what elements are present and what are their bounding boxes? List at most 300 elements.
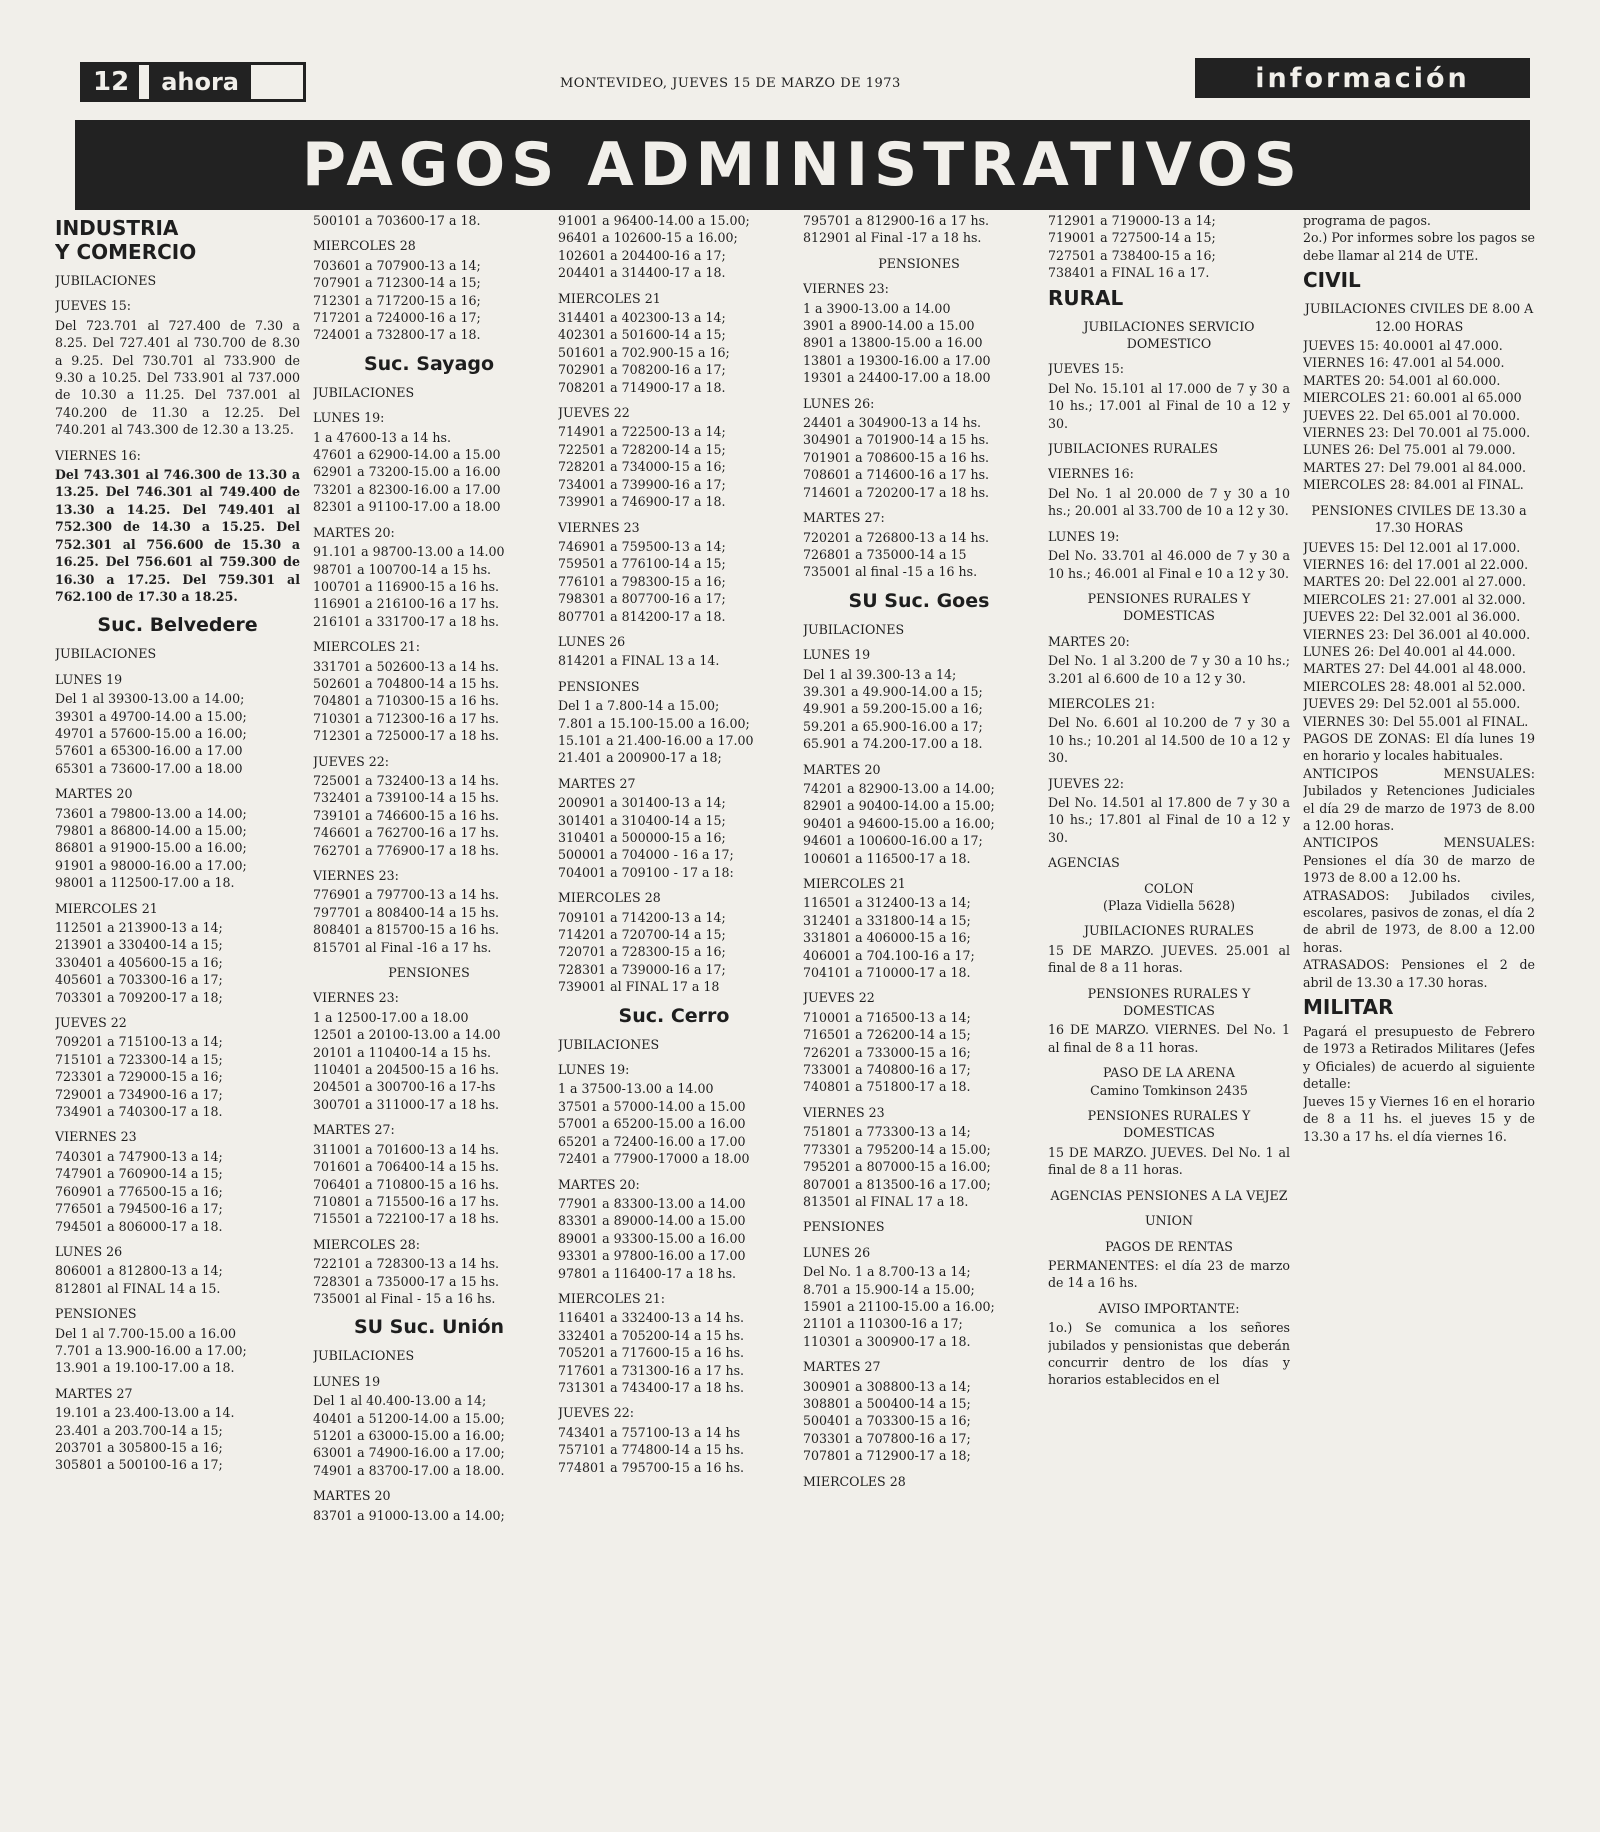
schedule-line: 65201 a 72400-16.00 a 17.00 (558, 1133, 746, 1149)
schedule-label: JUBILACIONES (313, 384, 415, 400)
schedule-label: MARTES 20: (1048, 633, 1130, 649)
schedule-label: LUNES 26 (55, 1243, 123, 1259)
schedule-line: 703601 a 707900-13 a 14; (313, 257, 481, 273)
schedule-line: 739001 al FINAL 17 a 18 (558, 979, 720, 995)
schedule-line: 773301 a 795200-14 a 15.00; (803, 1141, 991, 1157)
schedule-line: 63001 a 74900-16.00 a 17.00; (313, 1445, 505, 1461)
schedule-label: MIERCOLES 28: (313, 1236, 420, 1252)
schedule-label: VIERNES 23 (803, 1104, 885, 1120)
schedule-line: 13801 a 19300-16.00 a 17.00 (803, 352, 991, 368)
schedule-label: PENSIONES RURALES Y DOMESTICAS (1087, 985, 1251, 1019)
schedule-line: 49701 a 57600-15.00 a 16.00; (55, 725, 247, 741)
schedule-label: JUEVES 22: (313, 753, 390, 769)
schedule-line: 112501 a 213900-13 a 14; (55, 920, 223, 935)
schedule-label: LUNES 19 (55, 671, 123, 687)
schedule-line: 74201 a 82900-13.00 a 14.00; (803, 780, 995, 796)
schedule-line: 762701 a 776900-17 a 18 hs. (313, 842, 500, 858)
schedule-line: 300701 a 311000-17 a 18 hs. (313, 1096, 500, 1112)
schedule-line: 807701 a 814200-17 a 18. (558, 608, 726, 624)
schedule-label: VIERNES 23: (803, 281, 889, 297)
paragraph: Jueves 15 y Viernes 16 en el horario de 8 a 11 hs. el jueves 15 y de 13.30 a 17 hs. el día viernes 16. (1303, 1093, 1535, 1144)
schedule-line: 734901 a 740300-17 a 18. (55, 1104, 223, 1120)
schedule-label: MARTES 27 (558, 775, 636, 791)
schedule-label: MIERCOLES 21 (803, 876, 906, 891)
paragraph: programa de pagos. (1303, 213, 1431, 228)
schedule-line: 808401 a 815700-15 a 16 hs. (313, 922, 500, 938)
schedule-label: VIERNES 16: (1048, 466, 1134, 482)
schedule-label: MARTES 27 (803, 1359, 881, 1375)
schedule-line: 739901 a 746900-17 a 18. (558, 494, 726, 510)
schedule-line: Del 1 al 7.700-15.00 a 16.00 (55, 1325, 237, 1341)
schedule-line: 91901 a 98000-16.00 a 17.00; (55, 857, 247, 873)
schedule-line: 710301 a 712300-16 a 17 hs. (313, 710, 500, 726)
schedule-line: 501601 a 702.900-15 a 16; (558, 344, 730, 360)
schedule-line: 727501 a 738400-15 a 16; (1048, 247, 1216, 263)
paragraph: LUNES 26: Del 40.001 al 44.000. (1303, 643, 1516, 659)
schedule-line: 7.801 a 15.100-15.00 a 16.00; (558, 715, 750, 731)
paragraph: Del No. 33.701 al 46.000 de 7 y 30 a 10 hs.; 46.001 al Final e 10 a 12 y 30. (1048, 548, 1290, 581)
schedule-line: 15.101 a 21.400-16.00 a 17.00 (558, 732, 754, 748)
schedule-label: JUEVES 22 (55, 1015, 127, 1031)
schedule-line: 116401 a 332400-13 a 14 hs. (558, 1310, 745, 1326)
schedule-line: 704801 a 710300-15 a 16 hs. (313, 693, 500, 709)
schedule-label: JUBILACIONES SERVICIO DOMESTICO (1083, 318, 1255, 352)
schedule-line: 726801 a 735000-14 a 15 (803, 546, 967, 562)
schedule-line: 213901 a 330400-14 a 15; (55, 937, 223, 953)
paragraph: 1o.) Se comunica a los señores jubilados y pensionistas que deberán concurrir dentro de los días y horarios establecidos en el (1048, 1320, 1290, 1388)
schedule-label: MARTES 20 (55, 786, 133, 802)
schedule-label: MIERCOLES 28 (803, 1473, 906, 1489)
schedule-label: MARTES 27: (803, 510, 885, 526)
schedule-line: 728301 a 735000-17 a 15 hs. (313, 1273, 500, 1289)
schedule-line: 707801 a 712900-17 a 18; (803, 1448, 971, 1464)
schedule-line: 757101 a 774800-14 a 15 hs. (558, 1442, 745, 1458)
paragraph: Del No. 1 al 3.200 de 7 y 30 a 10 hs.; 3.201 al 6.600 de 10 a 12 y 30. (1048, 653, 1290, 686)
schedule-line: 720701 a 728300-15 a 16; (558, 944, 726, 960)
schedule-label: MARTES 20 (313, 1488, 391, 1504)
schedule-line: 815701 al Final -16 a 17 hs. (313, 939, 492, 955)
schedule-line: 715501 a 722100-17 a 18 hs. (313, 1211, 500, 1227)
schedule-line: 812901 al Final -17 a 18 hs. (803, 230, 982, 246)
article-columns (55, 212, 1535, 1752)
schedule-line: 330401 a 405600-15 a 16; (55, 954, 223, 970)
paragraph: LUNES 26: Del 75.001 al 79.000. (1303, 442, 1516, 458)
schedule-line: 719001 a 727500-14 a 15; (1048, 230, 1216, 246)
schedule-line: 331701 a 502600-13 a 14 hs. (313, 658, 500, 674)
schedule-line: 728301 a 739000-16 a 17; (558, 961, 726, 977)
paragraph: Del No. 15.101 al 17.000 de 7 y 30 a 10 hs.; 17.001 al Final de 10 a 12 y 30. (1048, 380, 1290, 431)
schedule-label: JUEVES 22: (1048, 775, 1125, 791)
paragraph: VIERNES 23: Del 70.001 al 75.000. (1303, 425, 1531, 441)
schedule-line: 406001 a 704.100-16 a 17; (803, 947, 975, 963)
page-number: 12 (83, 65, 139, 99)
schedule-line: 500401 a 703300-15 a 16; (803, 1413, 971, 1429)
schedule-line: 83301 a 89000-14.00 a 15.00 (558, 1213, 746, 1229)
schedule-line: 49.901 a 59.200-15.00 a 16; (803, 701, 983, 717)
schedule-line: 19301 a 24400-17.00 a 18.00 (803, 370, 991, 386)
schedule-line: 310401 a 500000-15 a 16; (558, 830, 726, 845)
column-2 (313, 212, 545, 1752)
schedule-label: PENSIONES CIVILES DE 13.30 a 17.30 HORAS (1311, 502, 1527, 536)
page-label (80, 62, 306, 102)
schedule-line: 740801 a 751800-17 a 18. (803, 1079, 971, 1095)
schedule-line: 751801 a 773300-13 a 14; (803, 1124, 971, 1140)
schedule-line: 79801 a 86800-14.00 a 15.00; (55, 822, 247, 838)
schedule-line: 739101 a 746600-15 a 16 hs. (313, 807, 500, 823)
schedule-label: PENSIONES (55, 1306, 137, 1322)
paragraph: VIERNES 30: Del 55.001 al FINAL. (1303, 713, 1529, 729)
schedule-label: JUBILACIONES RURALES (1084, 923, 1254, 939)
schedule-label: JUEVES 15: (55, 298, 132, 314)
schedule-line: 91.101 a 98700-13.00 a 14.00 (313, 544, 505, 560)
schedule-line: 714201 a 720700-14 a 15; (558, 927, 726, 943)
schedule-line: 776901 a 797700-13 a 14 hs. (313, 887, 500, 903)
schedule-line: 760901 a 776500-15 a 16; (55, 1183, 223, 1199)
page-title: PAGOS ADMINISTRATIVOS (75, 120, 1530, 210)
schedule-line: 314401 a 402300-13 a 14; (558, 310, 726, 326)
schedule-line: 23.401 a 203.700-14 a 15; (55, 1422, 223, 1438)
schedule-label: MIERCOLES 21: (1048, 695, 1155, 711)
schedule-line: 706401 a 710800-15 a 16 hs. (313, 1176, 500, 1192)
paragraph: 2o.) Por informes sobre los pagos se debe llamar al 214 de UTE. (1303, 230, 1535, 263)
schedule-line: 708201 a 714900-17 a 18. (558, 379, 726, 395)
schedule-line: 332401 a 705200-14 a 15 hs. (558, 1327, 745, 1343)
schedule-line: 731301 a 743400-17 a 18 hs. (558, 1379, 745, 1395)
schedule-label: JUEVES 22 (803, 990, 875, 1006)
schedule-line: 725001 a 732400-13 a 14 hs. (313, 772, 500, 788)
schedule-line: 73201 a 82300-16.00 a 17.00 (313, 481, 501, 497)
schedule-line: 701901 a 708600-15 a 16 hs. (803, 449, 990, 465)
branch-heading: Suc. Sayago (363, 352, 495, 375)
schedule-label: JUEVES 22 (558, 405, 630, 421)
schedule-line: 73601 a 79800-13.00 a 14.00; (55, 805, 247, 821)
schedule-line: 1 a 12500-17.00 a 18.00 (313, 1009, 469, 1025)
schedule-line: 12501 a 20100-13.00 a 14.00 (313, 1027, 501, 1043)
column-4 (803, 212, 1035, 1752)
schedule-line: 794501 a 806000-17 a 18. (55, 1218, 223, 1234)
schedule-label: VIERNES 23: (313, 990, 399, 1006)
schedule-line: 7.701 a 13.900-16.00 a 17.00; (55, 1342, 247, 1358)
paragraph: JUEVES 15: 40.0001 al 47.000. (1303, 338, 1503, 354)
schedule-line: 59.201 a 65.900-16.00 a 17; (803, 718, 983, 734)
schedule-label: MIERCOLES 21 (558, 290, 661, 306)
paragraph: JUEVES 22. Del 65.001 al 70.000. (1303, 407, 1521, 423)
schedule-line: 77901 a 83300-13.00 a 14.00 (558, 1195, 746, 1211)
schedule-label: JUBILACIONES (803, 621, 905, 637)
paragraph: ANTICIPOS MENSUALES: Pensiones el día 30 de marzo de 1973 de 8.00 a 12.00 hs. (1303, 835, 1535, 886)
schedule-label: UNION (1145, 1213, 1193, 1229)
schedule-line: 716501 a 726200-14 a 15; (803, 1027, 971, 1043)
column-6 (1303, 212, 1535, 1752)
schedule-line: 776101 a 798300-15 a 16; (558, 573, 726, 589)
paragraph: ANTICIPOS MENSUALES: Jubilados y Retenciones Judiciales el día 29 de marzo de 1973 de 8.00 a 12.00 horas. (1303, 765, 1535, 833)
schedule-line: 13.901 a 19.100-17.00 a 18. (55, 1360, 235, 1376)
schedule-line: 812801 al FINAL 14 a 15. (55, 1280, 221, 1296)
schedule-label: PASO DE LA ARENA Camino Tomkinson 2435 (1090, 1065, 1248, 1098)
branch-heading: Suc. Cerro (618, 1004, 730, 1027)
schedule-line: 728201 a 734000-15 a 16; (558, 459, 726, 475)
paragraph: PERMANENTES: el día 23 de marzo de 14 a 16 hs. (1048, 1257, 1290, 1291)
schedule-line: 709201 a 715100-13 a 14; (55, 1034, 223, 1050)
schedule-line: 331801 a 406000-15 a 16; (803, 930, 971, 946)
schedule-line: 93301 a 97800-16.00 a 17.00 (558, 1248, 746, 1264)
schedule-line: 733001 a 740800-16 a 17; (803, 1062, 971, 1078)
schedule-label: PENSIONES (803, 1219, 885, 1235)
schedule-line: 204401 a 314400-17 a 18. (558, 265, 726, 281)
schedule-label: MIERCOLES 28 (313, 238, 416, 254)
schedule-line: 51201 a 63000-15.00 a 16.00; (313, 1427, 505, 1443)
schedule-label: LUNES 19: (313, 410, 385, 426)
schedule-line: 701601 a 706400-14 a 15 hs. (313, 1159, 500, 1175)
paragraph: PAGOS DE ZONAS: El día lunes 19 en horario y locales habituales. (1303, 730, 1535, 764)
section-heading: MILITAR (1303, 995, 1394, 1020)
schedule-line: 740301 a 747900-13 a 14; (55, 1148, 223, 1164)
schedule-line: 735001 al Final - 15 a 16 hs. (313, 1290, 496, 1306)
schedule-line: 502601 a 704800-14 a 15 hs. (313, 675, 500, 691)
paragraph: JUEVES 15: Del 12.001 al 17.000. (1303, 539, 1521, 555)
schedule-line: 57601 a 65300-16.00 a 17.00 (55, 743, 243, 759)
paragraph: VIERNES 23: Del 36.001 al 40.000. (1303, 626, 1531, 642)
paragraph: Del No. 14.501 al 17.800 de 7 y 30 a 10 hs.; 17.801 al Final de 10 a 12 y 30. (1048, 794, 1290, 845)
schedule-line: 734001 a 739900-16 a 17; (558, 476, 726, 492)
schedule-line: Del 1 a 7.800-14 a 15.00; (558, 698, 720, 714)
schedule-label: JUEVES 22: (558, 1405, 635, 1421)
schedule-line: 110401 a 204500-15 a 16 hs. (313, 1062, 500, 1078)
schedule-label: JUBILACIONES (558, 1036, 660, 1052)
schedule-line: 735001 al final -15 a 16 hs. (803, 564, 978, 580)
schedule-line: 62901 a 73200-15.00 a 16.00 (313, 464, 501, 480)
paragraph: Pagará el presupuesto de Febrero de 1973 a Retirados Militares (Jefes y Oficiales) de acuerdo al siguiente detalle: (1303, 1024, 1535, 1092)
schedule-label: MIERCOLES 21: (313, 639, 420, 655)
section-heading: RURAL (1048, 285, 1124, 310)
paragraph: MIERCOLES 21: 60.001 al 65.000 (1303, 390, 1522, 406)
schedule-line: 96401 a 102600-15 a 16.00; (558, 230, 738, 246)
schedule-line: 759501 a 776100-14 a 15; (558, 556, 726, 572)
schedule-line: 116901 a 216100-16 a 17 hs. (313, 596, 500, 612)
schedule-line: Del 1 al 39.300-13 a 14; (803, 666, 957, 682)
schedule-line: 704001 a 709100 - 17 a 18: (558, 864, 734, 880)
schedule-label: VIERNES 23: (313, 868, 399, 883)
paragraph: MIERCOLES 28: 48.001 al 52.000. (1303, 678, 1526, 694)
schedule-line: 1 a 37500-13.00 a 14.00 (558, 1081, 714, 1097)
schedule-line: 1 a 3900-13.00 a 14.00 (803, 300, 951, 316)
column-1 (55, 212, 300, 1752)
schedule-line: 300901 a 308800-13 a 14; (803, 1378, 971, 1394)
schedule-line: 500101 a 703600-17 a 18. (313, 213, 481, 228)
schedule-line: 807001 a 813500-16 a 17.00; (803, 1176, 991, 1192)
schedule-line: Del No. 1 a 8.700-13 a 14; (803, 1264, 971, 1280)
schedule-line: 707901 a 712300-14 a 15; (313, 275, 481, 291)
schedule-line: 806001 a 812800-13 a 14; (55, 1263, 223, 1279)
schedule-line: 216101 a 331700-17 a 18 hs. (313, 613, 500, 629)
schedule-line: 39301 a 49700-14.00 a 15.00; (55, 708, 247, 724)
paragraph: Del No. 1 al 20.000 de 7 y 30 a 10 hs.; 20.001 al 33.700 de 10 a 12 y 30. (1048, 485, 1290, 519)
schedule-line: 100701 a 116900-15 a 16 hs. (313, 578, 500, 594)
paragraph: MARTES 20: 54.001 al 60.000. (1303, 372, 1501, 388)
schedule-line: 797701 a 808400-14 a 15 hs. (313, 904, 500, 920)
schedule-line: 97801 a 116400-17 a 18 hs. (558, 1265, 737, 1281)
schedule-label: PENSIONES (388, 965, 470, 981)
schedule-line: 102601 a 204400-16 a 17; (558, 247, 726, 263)
schedule-line: 203701 a 305800-15 a 16; (55, 1439, 223, 1455)
schedule-line: 814201 a FINAL 13 a 14. (558, 653, 720, 669)
schedule-line: 301401 a 310400-14 a 15; (558, 812, 726, 828)
branch-heading: SU Suc. Unión (353, 1316, 505, 1339)
schedule-line: 8.701 a 15.900-14 a 15.00; (803, 1281, 975, 1297)
schedule-line: 795701 a 812900-16 a 17 hs. (803, 213, 990, 228)
paragraph: 15 DE MARZO. JUEVES. Del No. 1 al final de 8 a 11 horas. (1048, 1144, 1290, 1178)
paragraph: JUEVES 22: Del 32.001 al 36.000. (1303, 609, 1521, 625)
schedule-line: Del 1 al 40.400-13.00 a 14; (313, 1393, 487, 1409)
schedule-line: 722101 a 728300-13 a 14 hs. (313, 1256, 500, 1272)
schedule-line: 747901 a 760900-14 a 15; (55, 1166, 223, 1182)
schedule-line: 24401 a 304900-13 a 14 hs. (803, 415, 982, 431)
schedule-line: 74901 a 83700-17.00 a 18.00. (313, 1462, 505, 1478)
schedule-line: 709101 a 714200-13 a 14; (558, 909, 726, 925)
schedule-line: 312401 a 331800-14 a 15; (803, 912, 971, 928)
paragraph: MARTES 20: Del 22.001 al 27.000. (1303, 574, 1527, 590)
schedule-line: 94601 a 100600-16.00 a 17; (803, 833, 983, 849)
schedule-line: 305801 a 500100-16 a 17; (55, 1457, 223, 1473)
schedule-label: JUBILACIONES (55, 646, 157, 662)
schedule-line: 776501 a 794500-16 a 17; (55, 1201, 223, 1217)
schedule-line: 704101 a 710000-17 a 18. (803, 965, 971, 981)
schedule-line: 39.301 a 49.900-14.00 a 15; (803, 683, 983, 699)
schedule-line: 732401 a 739100-14 a 15 hs. (313, 790, 500, 806)
schedule-line: 712301 a 717200-15 a 16; (313, 292, 481, 308)
schedule-line: 311001 a 701600-13 a 14 hs. (313, 1141, 500, 1157)
schedule-line: 1 a 47600-13 a 14 hs. (313, 429, 451, 445)
schedule-line: 712301 a 725000-17 a 18 hs. (313, 728, 500, 744)
schedule-label: MARTES 27: (313, 1122, 395, 1138)
schedule-line: 402301 a 501600-14 a 15; (558, 327, 726, 343)
schedule-line: 37501 a 57000-14.00 a 15.00 (558, 1098, 746, 1114)
schedule-label: LUNES 19 (803, 647, 871, 663)
dateline: MONTEVIDEO, JUEVES 15 DE MARZO DE 1973 (560, 76, 901, 91)
schedule-line: 705201 a 717600-15 a 16 hs. (558, 1345, 745, 1361)
schedule-line: 89001 a 93300-15.00 a 16.00 (558, 1230, 746, 1246)
schedule-label: MARTES 20: (313, 524, 395, 540)
schedule-line: 703301 a 709200-17 a 18; (55, 989, 223, 1005)
schedule-label: LUNES 19: (558, 1062, 630, 1078)
paragraph: Del No. 6.601 al 10.200 de 7 y 30 a 10 hs.; 10.201 al 14.500 de 10 a 12 y 30. (1048, 715, 1290, 766)
schedule-label: AGENCIAS PENSIONES A LA VEJEZ (1050, 1187, 1288, 1203)
schedule-label: JUEVES 15: (1048, 361, 1125, 377)
paragraph: Del 743.301 al 746.300 de 13.30 a 13.25. Del 746.301 al 749.400 de 13.30 a 14.25. Del 749.401 al 752.300 de 14.30 a 15.25. Del 752.301 al 756.600 de 15.30 a 16.25. Del 756.601 al 759.300 de 16.30 a 17.25. Del 759.301 al 762.100 de 17.30 a 18.25. (55, 467, 300, 604)
schedule-label: AVISO IMPORTANTE: (1098, 1300, 1240, 1316)
schedule-label: LUNES 26 (558, 633, 626, 649)
schedule-label: MIERCOLES 21: (558, 1290, 665, 1306)
schedule-line: 702901 a 708200-16 a 17; (558, 362, 726, 378)
schedule-line: 708601 a 714600-16 a 17 hs. (803, 467, 990, 483)
branch-heading: Suc. Belvedere (97, 614, 258, 637)
schedule-line: 723301 a 729000-15 a 16; (55, 1069, 223, 1085)
schedule-label: VIERNES 16: (55, 447, 141, 463)
schedule-line: 717601 a 731300-16 a 17 hs. (558, 1362, 745, 1378)
schedule-label: MIERCOLES 21 (55, 900, 158, 916)
masthead (80, 58, 1530, 102)
schedule-label: PAGOS DE RENTAS (1105, 1238, 1233, 1254)
schedule-line: 722501 a 728200-14 a 15; (558, 441, 726, 457)
schedule-label: JUBILACIONES (313, 1348, 415, 1364)
paragraph: MIERCOLES 21: 27.001 al 32.000. (1303, 591, 1526, 607)
schedule-line: 798301 a 807700-16 a 17; (558, 591, 726, 607)
schedule-line: 83701 a 91000-13.00 a 14.00; (313, 1507, 505, 1523)
schedule-line: 65301 a 73600-17.00 a 18.00 (55, 760, 243, 776)
schedule-line: 8901 a 13800-15.00 a 16.00 (803, 335, 983, 351)
schedule-line: 19.101 a 23.400-13.00 a 14. (55, 1405, 235, 1421)
schedule-label: VIERNES 23 (55, 1129, 137, 1145)
schedule-line: 57001 a 65200-15.00 a 16.00 (558, 1116, 746, 1132)
schedule-label: JUBILACIONES RURALES (1048, 441, 1218, 457)
schedule-line: 729001 a 734900-16 a 17; (55, 1086, 223, 1102)
schedule-label: LUNES 19 (313, 1373, 381, 1389)
paragraph: 16 DE MARZO. VIERNES. Del No. 1 al final de 8 a 11 horas. (1048, 1022, 1290, 1055)
schedule-line: 90401 a 94600-15.00 a 16.00; (803, 815, 995, 831)
schedule-line: 710801 a 715500-16 a 17 hs. (313, 1193, 500, 1209)
section-label: información (1195, 58, 1530, 98)
schedule-line: 40401 a 51200-14.00 a 15.00; (313, 1410, 505, 1426)
schedule-label: MARTES 27 (55, 1385, 133, 1401)
schedule-line: 714901 a 722500-13 a 14; (558, 424, 726, 440)
schedule-line: 21101 a 110300-16 a 17; (803, 1316, 963, 1332)
schedule-label: LUNES 19: (1048, 528, 1120, 544)
section-heading: CIVIL (1303, 268, 1361, 293)
schedule-line: 715101 a 723300-14 a 15; (55, 1051, 223, 1067)
schedule-line: 82901 a 90400-14.00 a 15.00; (803, 798, 995, 814)
schedule-line: 795201 a 807000-15 a 16.00; (803, 1159, 991, 1175)
paragraph: ATRASADOS: Jubilados civiles, escolares, pasivos de zonas, el día 2 de abril de 1973, de 8.00 a 12.00 horas. (1303, 887, 1535, 955)
schedule-label: MARTES 20: (558, 1176, 640, 1192)
paragraph: VIERNES 16: del 17.001 al 22.000. (1303, 556, 1529, 572)
schedule-line: 98001 a 112500-17.00 a 18. (55, 875, 235, 891)
schedule-label: LUNES 26 (803, 1244, 871, 1260)
paragraph: VIERNES 16: 47.001 al 54.000. (1303, 355, 1505, 371)
publication-name: ahora (149, 65, 251, 99)
schedule-line: 116501 a 312400-13 a 14; (803, 895, 971, 911)
schedule-line: 308801 a 500400-14 a 15; (803, 1395, 971, 1411)
schedule-line: 724001 a 732800-17 a 18. (313, 327, 481, 343)
schedule-label: PENSIONES (878, 255, 960, 271)
column-5 (1048, 212, 1290, 1752)
schedule-line: 200901 a 301400-13 a 14; (558, 795, 726, 811)
paragraph: MARTES 27: Del 79.001 al 84.000. (1303, 459, 1527, 475)
schedule-line: 720201 a 726800-13 a 14 hs. (803, 529, 990, 545)
paragraph: MARTES 27: Del 44.001 al 48.000. (1303, 661, 1527, 677)
paragraph: JUEVES 29: Del 52.001 al 55.000. (1303, 696, 1521, 712)
schedule-line: 746601 a 762700-16 a 17 hs. (313, 825, 500, 841)
branch-heading: SU Suc. Goes (848, 589, 990, 612)
paragraph: ATRASADOS: Pensiones el 2 de abril de 13.30 a 17.30 horas. (1303, 957, 1535, 990)
schedule-line: 47601 a 62900-14.00 a 15.00 (313, 447, 501, 463)
schedule-line: 304901 a 701900-14 a 15 hs. (803, 432, 990, 448)
schedule-label: AGENCIAS (1048, 855, 1120, 871)
paragraph: Del 723.701 al 727.400 de 7.30 a 8.25. Del 727.401 al 730.700 de 8.30 a 9.25. Del 730.701 al 733.900 de 9.30 a 10.25. Del 733.901 al 737.000 de 10.30 a 11.25. Del 737.001 al 740.200 de 11.30 a 12.25. Del 740.201 al 743.300 de 12.30 a 13.25. (55, 317, 300, 438)
schedule-line: Del 1 al 39300-13.00 a 14.00; (55, 691, 245, 707)
schedule-line: 72401 a 77900-17000 a 18.00 (558, 1151, 750, 1167)
schedule-label: PENSIONES RURALES Y DOMESTICAS (1087, 590, 1251, 624)
schedule-line: 726201 a 733000-15 a 16; (803, 1044, 971, 1060)
schedule-line: 82301 a 91100-17.00 a 18.00 (313, 499, 501, 515)
schedule-line: 21.401 a 200900-17 a 18; (558, 750, 722, 766)
schedule-label: MIERCOLES 28 (558, 890, 661, 906)
schedule-line: 813501 al FINAL 17 a 18. (803, 1193, 969, 1209)
schedule-label: JUBILACIONES (55, 273, 157, 288)
schedule-line: 86801 a 91900-15.00 a 16.00; (55, 840, 247, 856)
schedule-line: 3901 a 8900-14.00 a 15.00 (803, 318, 975, 334)
schedule-label: COLON (Plaza Vidiella 5628) (1102, 880, 1236, 913)
schedule-line: 65.901 a 74.200-17.00 a 18. (803, 736, 983, 752)
